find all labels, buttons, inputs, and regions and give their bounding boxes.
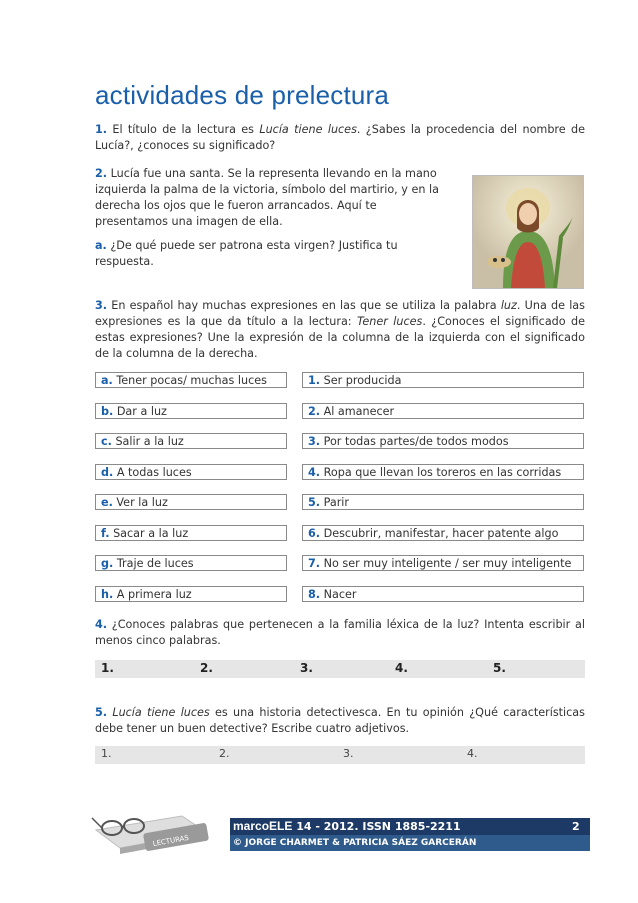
word-slot-1: 1. (101, 661, 114, 675)
question-3 (95, 298, 585, 362)
question-1-text-after: . ¿Sabes la procedencia del nombre de Lucía?, ¿conoces su significado? (95, 123, 586, 152)
footer-brand: marcoELE (233, 819, 293, 833)
lecturas-logo (86, 808, 216, 856)
right-meaning-number: 7. (308, 557, 321, 570)
left-expression-text: A todas luces (113, 465, 192, 479)
footer-journal (233, 818, 461, 835)
logo-label: LECTURAS (152, 833, 190, 849)
right-meaning-box[interactable] (302, 433, 584, 449)
question-4-number: 4. (95, 618, 108, 631)
left-expression-text: Ver la luz (112, 496, 168, 509)
question-5-text: es una historia detectivesca. En tu opinión ¿Qué características debe tener un buen detective? Escribe cuatro adjetivos. (95, 706, 585, 735)
left-expression-text: Salir a la luz (111, 435, 184, 448)
question-3-text-middle: . Una de las expresiones es la que da título a la lectura: (95, 299, 585, 328)
question-2a-text: ¿De qué puede ser patrona esta virgen? Justifica tu respuesta. (95, 239, 398, 268)
footer-issue: 14 - 2012. ISSN 1885-2211 (292, 820, 461, 833)
right-meaning-text: Ser producida (320, 374, 402, 387)
right-meaning-text: Parir (320, 496, 350, 509)
question-1 (95, 122, 585, 154)
question-5 (95, 705, 585, 737)
left-expression-letter: b. (101, 404, 114, 418)
left-expression-letter: g. (101, 557, 114, 570)
footer-authors: © JORGE CHARMET & PATRICIA SÁEZ GARCERÁN (233, 838, 477, 848)
left-expression-text: Tener pocas/ muchas luces (112, 374, 267, 387)
left-expression-box[interactable] (95, 586, 287, 602)
page-title: actividades de prelectura (95, 80, 390, 110)
left-expression-text: Sacar a la luz (109, 526, 189, 540)
right-meaning-text: Ropa que llevan los toreros en las corridas (320, 465, 562, 479)
word-family-answer-row[interactable] (95, 660, 585, 678)
question-2-text: Lucía fue una santa. Se la representa llevando en la mano izquierda la palma de la victoria, símbolo del martirio, y en la derecha los ojos que le fueron arrancados. Aquí te presentamos una imagen de ella. (95, 167, 439, 228)
right-meaning-number: 8. (308, 587, 321, 601)
right-meaning-box[interactable] (302, 372, 584, 388)
left-expression-letter: e. (101, 496, 113, 509)
right-meaning-box[interactable] (302, 403, 584, 419)
left-expression-box[interactable] (95, 555, 287, 571)
question-2a (95, 238, 415, 270)
question-5-italic: Lucía tiene luces (107, 706, 210, 719)
left-expression-box[interactable] (95, 464, 287, 480)
right-meaning-number: 2. (308, 404, 321, 418)
right-meaning-text: Al amanecer (320, 404, 395, 418)
left-expression-letter: c. (101, 435, 112, 448)
right-meaning-number: 5. (308, 496, 321, 509)
question-3-italic-title: Tener luces (356, 315, 423, 328)
word-slot-2: 2. (200, 661, 213, 675)
left-expression-box[interactable] (95, 433, 287, 449)
saint-lucia-illustration (473, 176, 583, 288)
left-expression-letter: d. (101, 465, 114, 479)
saint-lucia-image (472, 175, 584, 289)
right-meaning-text: Por todas partes/de todos modos (320, 435, 509, 448)
question-2a-letter: a. (95, 239, 107, 252)
right-meaning-box[interactable] (302, 555, 584, 571)
word-slot-3: 3. (300, 661, 313, 675)
adjectives-answer-row[interactable] (95, 746, 585, 764)
left-expression-box[interactable] (95, 403, 287, 419)
glasses-book-icon (86, 808, 216, 856)
right-meaning-text: Nacer (320, 587, 357, 601)
question-1-number: 1. (95, 123, 108, 136)
adjective-slot-1: 1. (101, 747, 112, 760)
word-slot-4: 4. (395, 661, 408, 675)
question-3-number: 3. (95, 299, 108, 312)
question-4 (95, 617, 585, 649)
question-1-text-before: El título de la lectura es (107, 123, 260, 136)
adjective-slot-3: 3. (343, 747, 354, 760)
left-expression-text: A primera luz (113, 587, 192, 601)
left-expression-box[interactable] (95, 525, 287, 541)
right-meaning-number: 1. (308, 374, 321, 387)
left-expression-box[interactable] (95, 494, 287, 510)
right-meaning-box[interactable] (302, 494, 584, 510)
question-1-italic: Lucía tiene luces (259, 123, 357, 136)
question-5-number: 5. (95, 706, 108, 719)
question-2-number: 2. (95, 167, 108, 180)
word-slot-5: 5. (493, 661, 506, 675)
right-meaning-box[interactable] (302, 464, 584, 480)
left-expression-box[interactable] (95, 372, 287, 388)
question-3-text-before: En español hay muchas expresiones en las que se utiliza la palabra (107, 299, 501, 312)
adjective-slot-2: 2. (219, 747, 230, 760)
left-expression-text: Traje de luces (113, 557, 194, 570)
question-3-italic-luz: luz (500, 299, 517, 312)
left-expression-letter: f. (101, 526, 110, 540)
right-meaning-text: Descubrir, manifestar, hacer patente algo (320, 526, 559, 540)
right-meaning-box[interactable] (302, 525, 584, 541)
left-expression-text: Dar a luz (113, 404, 167, 418)
page-number: 2 (572, 820, 580, 833)
question-4-text: ¿Conoces palabras que pertenecen a la familia léxica de la luz? Intenta escribir al menos cinco palabras. (95, 618, 585, 647)
right-meaning-text: No ser muy inteligente / ser muy inteligente (320, 557, 572, 570)
question-3-text-after: . ¿Conoces el significado de estas expresiones? Une la expresión de la columna de la izquierda con el significado de la columna de la derecha. (95, 315, 585, 360)
right-meaning-number: 6. (308, 526, 321, 540)
right-meaning-box[interactable] (302, 586, 584, 602)
right-meaning-number: 3. (308, 435, 321, 448)
question-2 (95, 166, 440, 230)
adjective-slot-4: 4. (467, 747, 478, 760)
right-meaning-number: 4. (308, 465, 321, 479)
left-expression-letter: a. (101, 374, 113, 387)
left-expression-letter: h. (101, 587, 114, 601)
